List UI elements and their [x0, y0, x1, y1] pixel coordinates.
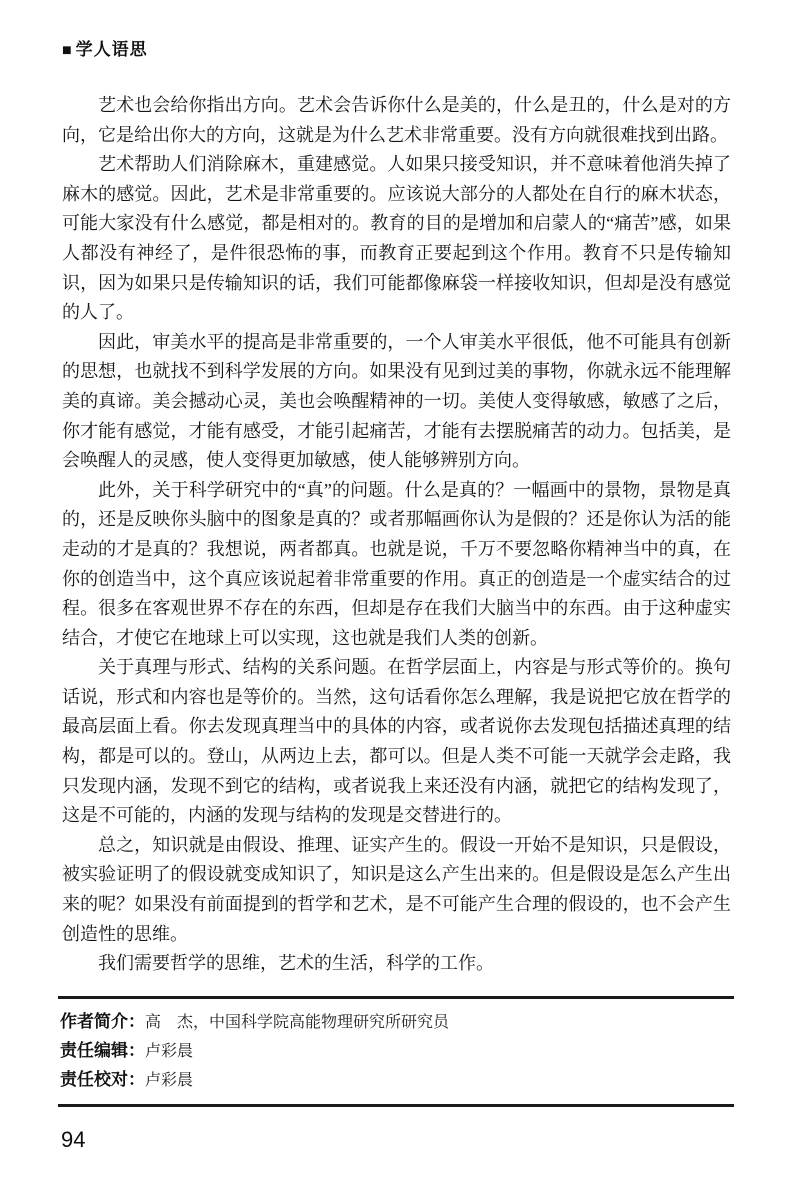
page-number: 94 — [61, 1127, 86, 1152]
proofreader-value: 卢彩晨 — [145, 1070, 194, 1089]
paragraph: 因此，审美水平的提高是非常重要的，一个人审美水平很低，他不可能具有创新的思想，也就找不到科学发展的方向。如果没有见到过美的事物，你就永远不能理解美的真谛。美会撼动心灵，美也会唤醒精神的一切。美使人变得敏感，敏感了之后，你才能有感觉，才能有感受，才能引起痛苦，才能有去摆脱痛苦的动力。包括美，是会唤醒人的灵感，使人变得更加敏感，使人能够辨别方向。 — [62, 331, 731, 471]
author-intro-row — [60, 1007, 734, 1036]
editor-label: 责任编辑： — [60, 1041, 145, 1060]
author-intro-label: 作者简介： — [60, 1012, 145, 1031]
paragraph: 艺术也会给你指出方向。艺术会告诉你什么是美的，什么是丑的，什么是对的方向，它是给出你大的方向，这就是为什么艺术非常重要。没有方向就很难找到出路。 — [62, 95, 731, 145]
paragraph: 此外，关于科学研究中的“真”的问题。什么是真的？一幅画中的景物，景物是真的，还是反映你头脑中的图象是真的？或者那幅画你认为是假的？还是你认为活的能走动的才是真的？我想说，两者都真。也就是说，千万不要忽略你精神当中的真，在你的创造当中，这个真应该说起着非常重要的作用。真正的创造是一个虚实结合的过程。很多在客观世界不存在的东西，但却是存在我们大脑当中的东西。由于这种虚实结合，才使它在地球上可以实现，这也就是我们人类的创新。 — [62, 479, 731, 648]
article-body — [62, 91, 731, 979]
paragraph: 总之，知识就是由假设、推理、证实产生的。假设一开始不是知识，只是假设，被实验证明了的假设就变成知识了，知识是这么产生出来的。但是假设是怎么产生出来的呢？如果没有前面提到的哲学和艺术，是不可能产生合理的假设的，也不会产生创造性的思维。 — [62, 834, 731, 944]
paragraph: 关于真理与形式、结构的关系问题。在哲学层面上，内容是与形式等价的。换句话说，形式和内容也是等价的。当然，这句话看你怎么理解，我是说把它放在哲学的最高层面上看。你去发现真理当中的具体的内容，或者说你去发现包括描述真理的结构，都是可以的。登山，从两边上去，都可以。但是人类不可能一天就学会走路，我只发现内涵，发现不到它的结构，或者说我上来还没有内涵，就把它的结构发现了，这是不可能的，内涵的发现与结构的发现是交替进行的。 — [62, 657, 731, 826]
proofreader-label: 责任校对： — [60, 1070, 145, 1089]
paragraph: 我们需要哲学的思维，艺术的生活，科学的工作。 — [98, 953, 494, 974]
editor-row — [60, 1036, 734, 1065]
author-intro-value: 高 杰，中国科学院高能物理研究所研究员 — [145, 1012, 450, 1031]
proofreader-row — [60, 1065, 734, 1094]
header-title: 学人语思 — [75, 40, 148, 59]
header-square-icon: ■ — [62, 42, 73, 59]
paragraph: 艺术帮助人们消除麻木，重建感觉。人如果只接受知识，并不意味着他消失掉了麻木的感觉。因此，艺术是非常重要的。应该说大部分的人都处在自行的麻木状态，可能大家没有什么感觉，都是相对的。教育的目的是增加和启蒙人的“痛苦”感，如果人都没有神经了，是件很恐怖的事，而教育正要起到这个作用。教育不只是传输知识，因为如果只是传输知识的话，我们可能都像麻袋一样接收知识，但却是没有感觉的人了。 — [62, 154, 731, 323]
section-header — [62, 35, 148, 60]
editor-value: 卢彩晨 — [145, 1041, 194, 1060]
author-info-block — [58, 996, 734, 1107]
